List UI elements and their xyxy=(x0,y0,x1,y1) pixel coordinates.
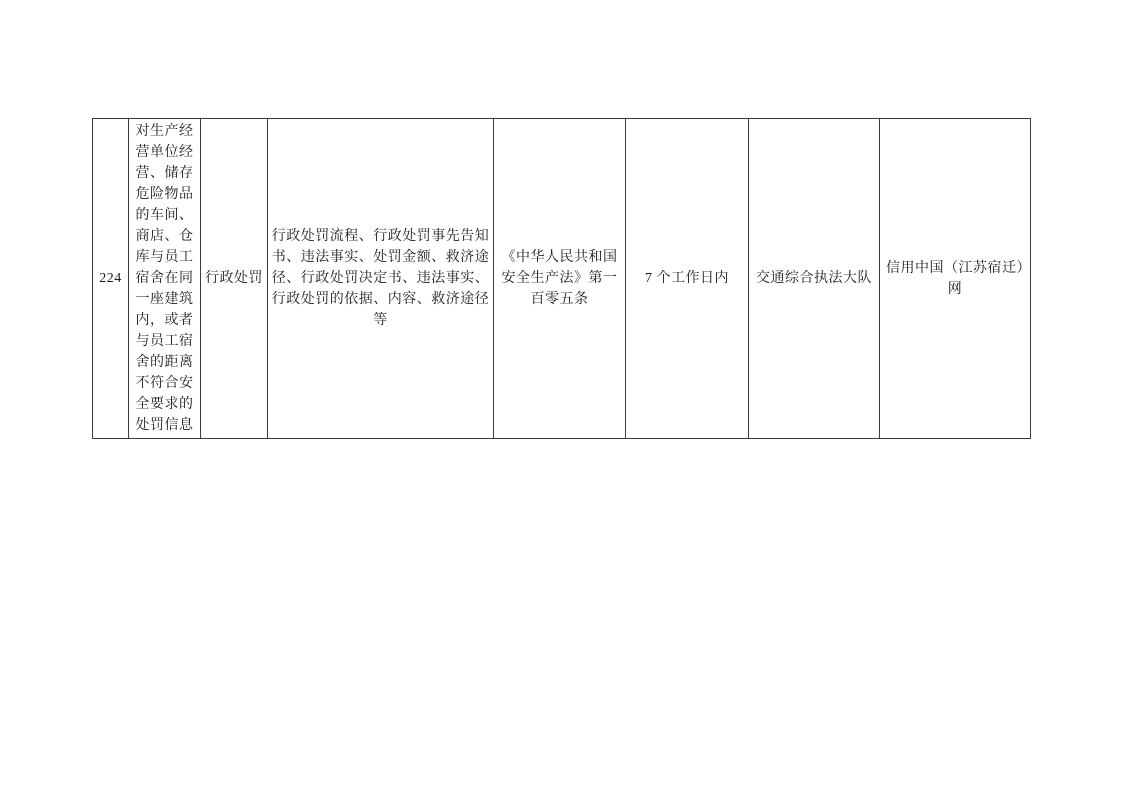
table-row xyxy=(93,119,1031,439)
cell-disclosure-platform: 信用中国（江苏宿迁）网 xyxy=(880,119,1031,439)
cell-disclosure-content: 行政处罚流程、行政处罚事先告知书、违法事实、处罚金额、救济途径、行政处罚决定书、违法事实、行政处罚的依据、内容、救济途径等 xyxy=(268,119,494,439)
cell-time-limit: 7 个工作日内 xyxy=(626,119,749,439)
cell-enforcement-unit: 交通综合执法大队 xyxy=(749,119,880,439)
cell-penalty-type: 行政处罚 xyxy=(201,119,268,439)
penalty-disclosure-table xyxy=(92,118,1031,439)
cell-legal-basis: 《中华人民共和国安全生产法》第一百零五条 xyxy=(494,119,626,439)
cell-item-name: 对生产经营单位经营、储存危险物品的车间、商店、仓库与员工宿舍在同一座建筑内，或者与员工宿舍的距离不符合安全要求的处罚信息 xyxy=(129,119,201,439)
cell-seq-number: 224 xyxy=(93,119,129,439)
